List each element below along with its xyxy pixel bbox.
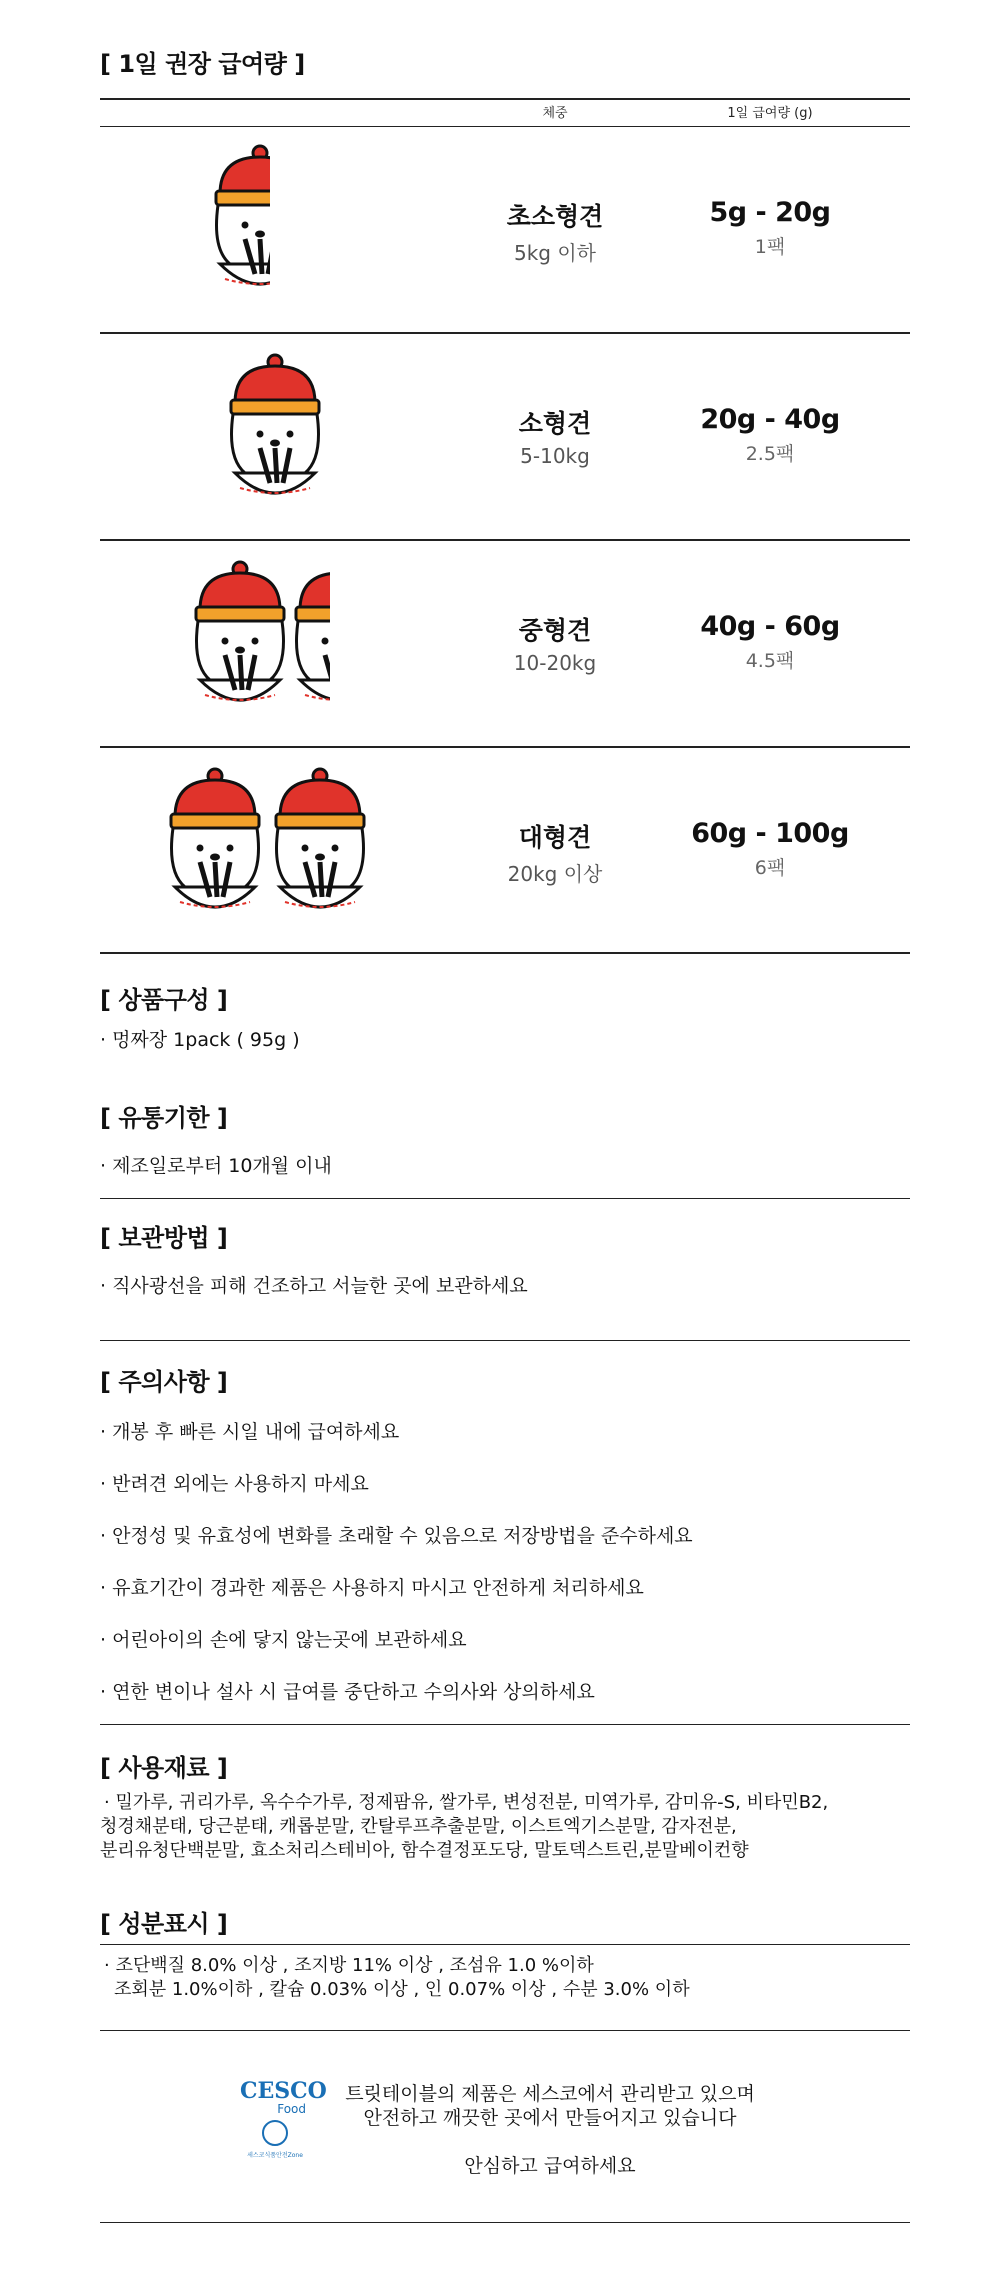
cesco-logo-sub: Food (277, 2102, 306, 2116)
caution-item: · 반려견 외에는 사용하지 마세요 (100, 1473, 369, 1495)
storage-section (100, 1218, 910, 1298)
pack-count: 4.5팩 (745, 650, 795, 672)
cesco-badge-text: 세스코식품안전Zone (247, 2152, 303, 2159)
size-name: 중형견 (518, 616, 592, 645)
feeding-title: [ 1일 권장 급여량 ] (100, 50, 305, 78)
cesco-message (330, 2082, 770, 2178)
analysis-body (100, 1954, 910, 2002)
pack-count: 2.5팩 (745, 443, 795, 465)
mascot-icon (215, 348, 345, 523)
expiry-section (100, 1098, 910, 1178)
expiry-item: · 제조일로부터 10개월 이내 (100, 1155, 332, 1177)
section-rule (100, 1724, 910, 1725)
mascot-icon (210, 139, 270, 314)
col-amount-header: 1일 급여량 (g) (727, 106, 813, 121)
pack-count: 1팩 (754, 236, 786, 258)
size-weight: 5-10kg (520, 444, 590, 468)
ingredients-line: · 밀가루, 귀리가루, 옥수수가루, 정제팜유, 쌀가루, 변성전분, 미역가루, 감미유-S, 비타민B2, (104, 1792, 829, 1813)
cesco-line: 안전하고 깨끗한 곳에서 만들어지고 있습니다 (363, 2107, 737, 2129)
amount-range: 60g - 100g (691, 818, 849, 849)
cesco-line: 트릿테이블의 제품은 세스코에서 관리받고 있으며 (345, 2083, 755, 2105)
section-rule (100, 1340, 910, 1341)
ingredients-section (100, 1748, 910, 1863)
analysis-line: 조회분 1.0%이하 , 칼슘 0.03% 이상 , 인 0.07% 이상 , 수분 3.0% 이하 (114, 1979, 690, 2000)
feeding-row (100, 127, 910, 332)
cesco-logo-text: CESCO (240, 2078, 327, 2104)
bottom-rule (100, 2222, 910, 2223)
caution-item: · 안정성 및 유효성에 변화를 초래할 수 있음으로 저장방법을 준수하세요 (100, 1525, 693, 1547)
analysis-section (100, 1904, 910, 1939)
storage-item: · 직사광선을 피해 건조하고 서늘한 곳에 보관하세요 (100, 1275, 528, 1297)
composition-item: · 멍짜장 1pack ( 95g ) (100, 1029, 300, 1051)
cesco-logo (240, 2078, 327, 2159)
section-rule (100, 2030, 910, 2031)
table-bottom-rule (100, 952, 910, 954)
mascot-icon (180, 555, 330, 730)
expiry-title: [ 유통기한 ] (100, 1104, 228, 1132)
mascot-icon (155, 762, 385, 937)
table-top-rule (100, 98, 910, 100)
size-weight: 20kg 이상 (507, 862, 603, 886)
feeding-row (100, 334, 910, 539)
size-name: 소형견 (518, 409, 592, 438)
caution-item: · 개봉 후 빠른 시일 내에 급여하세요 (100, 1421, 400, 1443)
caution-item: · 연한 변이나 설사 시 급여를 중단하고 수의사와 상의하세요 (100, 1681, 595, 1703)
cesco-line: 안심하고 급여하세요 (464, 2155, 636, 2177)
feeding-row (100, 541, 910, 746)
amount-range: 5g - 20g (709, 197, 831, 228)
section-rule (100, 1944, 910, 1945)
caution-section (100, 1362, 910, 1704)
size-weight: 10-20kg (513, 651, 597, 675)
size-name: 초소형견 (506, 202, 604, 231)
composition-section (100, 980, 910, 1052)
caution-item: · 어린아이의 손에 닿지 않는곳에 보관하세요 (100, 1629, 467, 1651)
col-weight-header: 체중 (542, 106, 568, 121)
section-rule (100, 1198, 910, 1199)
size-name: 대형견 (518, 823, 592, 852)
analysis-title: [ 성분표시 ] (100, 1910, 228, 1938)
analysis-line: · 조단백질 8.0% 이상 , 조지방 11% 이상 , 조섬유 1.0 %이하 (104, 1955, 594, 1976)
amount-range: 40g - 60g (700, 611, 840, 642)
badge-icon (262, 2120, 288, 2146)
ingredients-title: [ 사용재료 ] (100, 1754, 228, 1782)
composition-title: [ 상품구성 ] (100, 986, 228, 1014)
amount-range: 20g - 40g (700, 404, 840, 435)
ingredients-line: 청경채분태, 당근분태, 캐롭분말, 칸탈루프추출분말, 이스트엑기스분말, 감자전분, (100, 1816, 737, 1837)
feeding-row (100, 748, 910, 953)
ingredients-line: 분리유청단백분말, 효소처리스테비아, 함수결정포도당, 말토덱스트린,분말베이컨향 (100, 1840, 749, 1861)
caution-item: · 유효기간이 경과한 제품은 사용하지 마시고 안전하게 처리하세요 (100, 1577, 644, 1599)
caution-title: [ 주의사항 ] (100, 1368, 228, 1396)
pack-count: 6팩 (754, 857, 786, 879)
storage-title: [ 보관방법 ] (100, 1224, 228, 1252)
size-weight: 5kg 이하 (514, 241, 596, 265)
